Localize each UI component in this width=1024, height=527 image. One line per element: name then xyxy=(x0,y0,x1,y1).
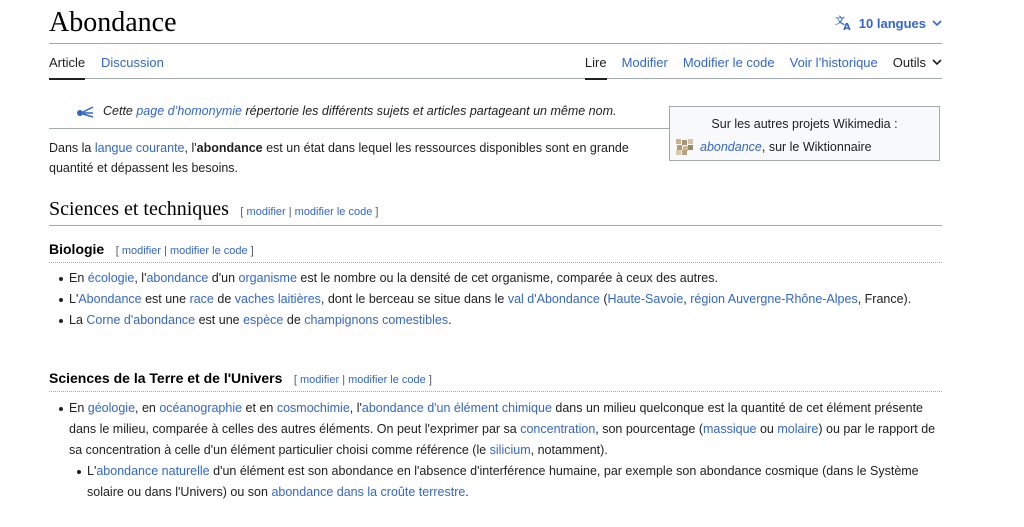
section-edit-links xyxy=(240,206,378,218)
wiktionary-suffix: , sur le Wiktionnaire xyxy=(761,140,872,154)
wiktionary-line xyxy=(676,139,872,155)
terre-list xyxy=(57,398,937,503)
list-item xyxy=(57,268,937,289)
list-item xyxy=(75,461,937,503)
intro-paragraph xyxy=(49,138,649,178)
hatnote-divider xyxy=(49,128,669,129)
text: , l' xyxy=(134,271,147,285)
edit-separator: | xyxy=(160,245,170,257)
link[interactable]: champignons comestibles xyxy=(304,313,449,327)
link[interactable]: écologie xyxy=(87,271,135,285)
text: , en xyxy=(135,401,160,415)
text: . xyxy=(465,485,469,499)
edit-bracket: [ xyxy=(293,374,301,386)
list-item xyxy=(57,310,937,331)
link[interactable]: Haute-Savoie xyxy=(607,292,684,306)
link[interactable]: Abondance xyxy=(78,292,142,306)
text: dans un milieu quelconque est la quantité de cet élément présente dans le milieu, comparée à celles des autres éléments. On peut l'exprimer par sa xyxy=(69,401,923,436)
disambiguation-link[interactable]: page d’homonymie xyxy=(136,104,242,118)
edit-separator: | xyxy=(285,206,295,218)
intro-text: Dans la xyxy=(49,141,95,155)
text: ou xyxy=(756,422,778,436)
link[interactable]: abondance d'un élément chimique xyxy=(361,401,552,415)
text: L' xyxy=(69,292,79,306)
disambiguation-hatnote xyxy=(75,104,616,118)
link[interactable]: race xyxy=(189,292,214,306)
link[interactable]: concentration xyxy=(520,422,596,436)
edit-section-link[interactable]: modifier xyxy=(121,245,161,257)
tab-article[interactable]: Article xyxy=(49,55,86,70)
section-title: Sciences et techniques xyxy=(49,198,229,220)
link[interactable]: abondance dans la croûte terrestre xyxy=(271,485,466,499)
hatnote-pre: Cette xyxy=(103,104,137,118)
tabs-row xyxy=(49,44,942,79)
text: d'un xyxy=(208,271,239,285)
section-edit-links xyxy=(116,245,254,257)
section-heading-sciences xyxy=(49,198,942,226)
text: , l' xyxy=(349,401,362,415)
text: En xyxy=(69,271,88,285)
text: est une xyxy=(195,313,244,327)
intro-text: , l' xyxy=(184,141,197,155)
tab-read[interactable]: Lire xyxy=(584,55,607,70)
link[interactable]: géologie xyxy=(87,401,136,415)
svg-text:文: 文 xyxy=(834,15,845,27)
link[interactable]: massique xyxy=(703,422,757,436)
page-actions xyxy=(585,55,942,70)
edit-source-section-link[interactable]: modifier le code xyxy=(348,374,426,386)
edit-bracket: [ xyxy=(115,245,122,257)
edit-section-link[interactable]: modifier xyxy=(246,206,286,218)
edit-bracket: ] xyxy=(247,245,254,257)
list-item xyxy=(57,289,937,310)
wiktionary-link[interactable]: abondance xyxy=(700,140,762,154)
tab-history[interactable]: Voir l’historique xyxy=(789,55,878,70)
section-title: Biologie xyxy=(49,241,105,257)
text: , France). xyxy=(857,292,912,306)
wiktionary-icon xyxy=(676,139,694,155)
link[interactable]: organisme xyxy=(238,271,297,285)
link[interactable]: région Auvergne-Rhône-Alpes xyxy=(690,292,858,306)
list-item xyxy=(57,398,937,461)
edit-bracket: [ xyxy=(240,206,247,218)
translate-icon xyxy=(835,15,853,31)
section-heading-biologie xyxy=(49,241,942,263)
biologie-list xyxy=(57,268,937,331)
text: En xyxy=(69,401,88,415)
text: d'un élément est son abondance en l'absence d'interférence humaine, par exemple son abondance cosmique (dans le Système solaire ou dans l'Univers) ou son xyxy=(87,464,919,499)
text: , dont le berceau se situe dans le xyxy=(320,292,508,306)
disambiguation-icon xyxy=(75,104,95,118)
edit-separator: | xyxy=(339,374,349,386)
section-heading-terre xyxy=(49,370,942,392)
page-title: Abondance xyxy=(49,7,177,38)
link-langue-courante[interactable]: langue courante xyxy=(94,141,185,155)
hatnote-text xyxy=(103,104,616,118)
tab-discussion[interactable]: Discussion xyxy=(101,55,164,70)
svg-text:A: A xyxy=(842,22,851,31)
language-count: 10 langues xyxy=(858,15,926,31)
text: ( xyxy=(599,292,608,306)
text: , son pourcentage ( xyxy=(595,422,703,436)
edit-section-link[interactable]: modifier xyxy=(300,374,340,386)
text: de xyxy=(213,292,235,306)
tools-menu[interactable] xyxy=(893,55,942,70)
link[interactable]: molaire xyxy=(777,422,819,436)
edit-bracket: ] xyxy=(372,206,379,218)
text: L' xyxy=(87,464,97,478)
edit-source-section-link[interactable]: modifier le code xyxy=(294,206,373,218)
link[interactable]: espèce xyxy=(243,313,284,327)
text: de xyxy=(283,313,305,327)
text: et en xyxy=(242,401,277,415)
chevron-down-icon xyxy=(932,59,942,66)
edit-source-section-link[interactable]: modifier le code xyxy=(169,245,248,257)
intro-bold-term: abondance xyxy=(196,141,263,155)
sister-projects-title: Sur les autres projets Wikimedia : xyxy=(711,117,898,131)
tab-edit[interactable]: Modifier xyxy=(621,55,668,70)
edit-bracket: ] xyxy=(425,374,432,386)
tools-label: Outils xyxy=(892,55,926,70)
link[interactable]: abondance naturelle xyxy=(96,464,210,478)
intro-text: est un état dans lequel les ressources disponibles sont en grande quantité et dépassent les besoins. xyxy=(49,141,629,175)
text: . xyxy=(448,313,452,327)
hatnote-post: répertorie les différents sujets et articles partageant un même nom. xyxy=(241,104,617,118)
link[interactable]: silicium xyxy=(489,443,531,457)
chevron-down-icon xyxy=(932,20,942,27)
link[interactable]: océanographie xyxy=(159,401,243,415)
text: est le nombre ou la densité de cet organisme, comparée à ceux des autres. xyxy=(296,271,718,285)
link[interactable]: val d'Abondance xyxy=(507,292,600,306)
link[interactable]: vaches laitières xyxy=(234,292,321,306)
text: La xyxy=(69,313,87,327)
link[interactable]: Corne d'abondance xyxy=(86,313,196,327)
section-edit-links xyxy=(294,374,432,386)
text: est une xyxy=(141,292,190,306)
link[interactable]: abondance xyxy=(146,271,209,285)
language-button[interactable] xyxy=(835,15,942,31)
text: , notamment). xyxy=(530,443,608,457)
link[interactable]: cosmochimie xyxy=(276,401,350,415)
tab-edit-source[interactable]: Modifier le code xyxy=(682,55,775,70)
title-row xyxy=(49,0,942,44)
article-page xyxy=(49,0,942,527)
text: , xyxy=(683,292,691,306)
section-title: Sciences de la Terre et de l'Univers xyxy=(49,370,283,386)
text: ) ou par le rapport de sa concentration à celle d'un élément particulier choisi comme référence (le xyxy=(69,422,936,457)
sister-projects-box xyxy=(669,106,940,161)
